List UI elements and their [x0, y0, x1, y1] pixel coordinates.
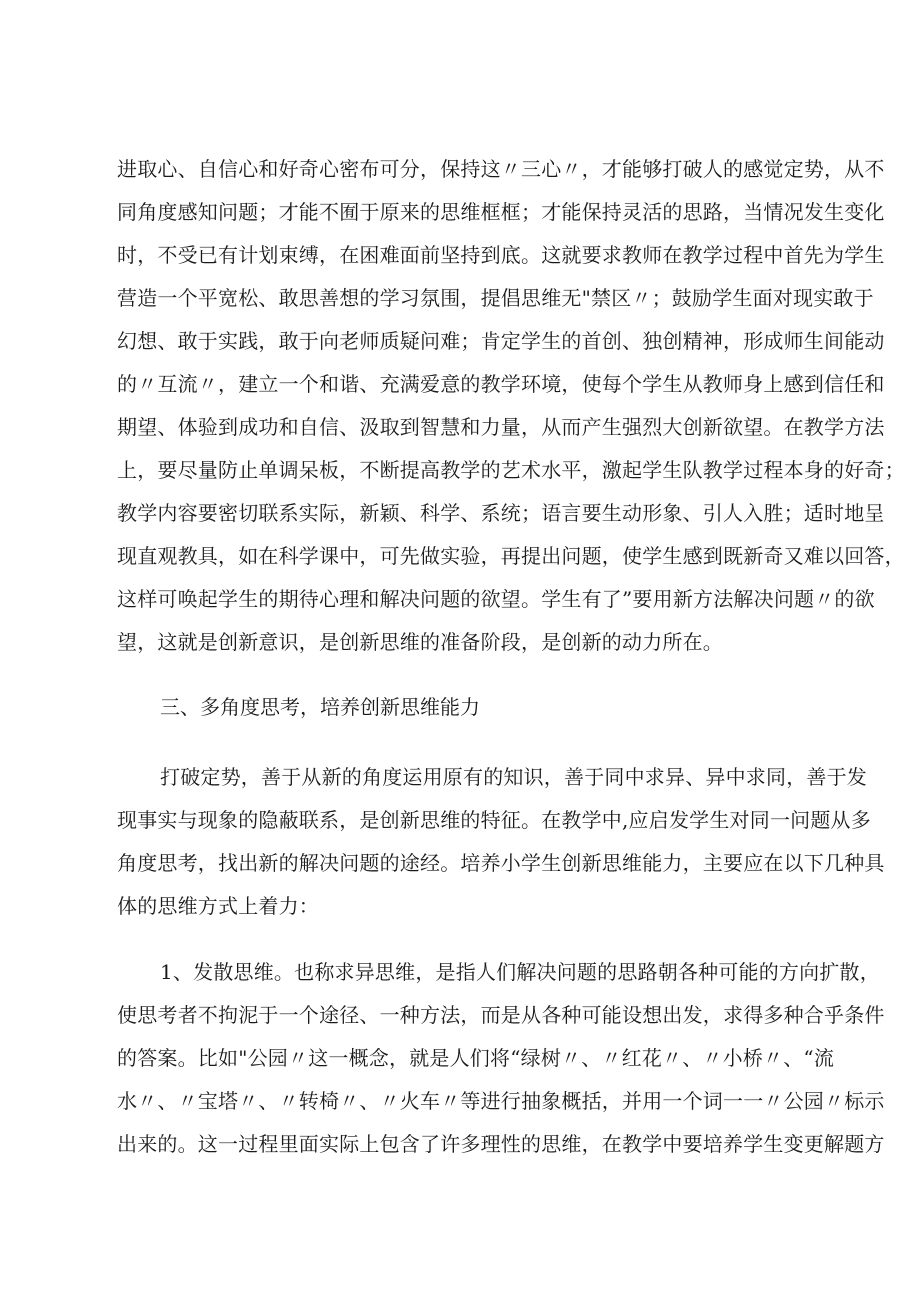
text-line: 进取心、自信心和好奇心密布可分，保持这〃三心〃，才能够打破人的感觉定势，从不 [117, 157, 885, 181]
text-line: 上，要尽量防止单调呆板，不断提高教学的艺术水平，激起学生队教学过程本身的好奇； [117, 458, 905, 482]
text-line: 的答案。比如"公园〃这一概念，就是人们将“绿树〃、〃红花〃、〃小桥〃、“流 [117, 1046, 835, 1070]
text-line: 幻想、敢于实践，敢于向老师质疑问难；肯定学生的首创、独创精神，形成师生间能动 [117, 329, 885, 353]
text-line: 营造一个平宽松、敢思善想的学习氛围，提倡思维无"禁区〃；鼓励学生面对现实敢于 [117, 286, 874, 310]
text-line: 期望、体验到成功和自信、汲取到智慧和力量，从而产生强烈大创新欲望。在教学方法 [117, 415, 885, 439]
text-line: 时，不受已有计划束缚，在困难面前坚持到底。这就要求教师在教学过程中首先为学生 [117, 243, 885, 267]
text-line: 角度思考，找出新的解决问题的途经。培养小学生创新思维能力，主要应在以下几种具 [117, 851, 885, 875]
text-line: 体的思维方式上着力： [117, 894, 319, 918]
text-line: 1、发散思维。也称求异思维，是指人们解决问题的思路朝各种可能的方向扩散， [160, 960, 880, 984]
text-line: 同角度感知问题；才能不囿于原来的思维框框；才能保持灵活的思路，当情况发生变化 [117, 200, 885, 224]
text-line: 这样可唤起学生的期待心理和解决问题的欲望。学生有了”要用新方法解决问题〃的欲 [117, 587, 875, 611]
section-heading: 三、多角度思考，培养创新思维能力 [160, 695, 480, 719]
text-line: 出来的。这一过程里面实际上包含了许多理性的思维，在教学中要培养学生变更解题方 [117, 1132, 885, 1156]
text-line: 水〃、〃宝塔〃、〃转椅〃、〃火车〃等进行抽象概括，并用一个词一一〃公园〃标示 [117, 1089, 885, 1113]
text-line: 现直观教具，如在科学课中，可先做实验，再提出问题，使学生感到既新奇又难以回答， [117, 544, 905, 568]
text-line: 的〃互流〃，建立一个和谐、充满爱意的教学环境，使每个学生从教师身上感到信任和 [117, 372, 885, 396]
text-line: 教学内容要密切联系实际，新颖、科学、系统；语言要生动形象、引人入胜；适时地呈 [117, 501, 885, 525]
text-line: 使思考者不拘泥于一个途径、一种方法，而是从各种可能设想出发，求得多种合乎条件 [117, 1003, 885, 1027]
text-line: 望，这就是创新意识，是创新思维的准备阶段，是创新的动力所在。 [117, 630, 723, 654]
text-line: 打破定势，善于从新的角度运用原有的知识，善于同中求异、异中求同，善于发 [160, 765, 867, 789]
text-line: 现事实与现象的隐蔽联系，是创新思维的特征。在教学中,应启发学生对同一问题从多 [117, 808, 871, 832]
